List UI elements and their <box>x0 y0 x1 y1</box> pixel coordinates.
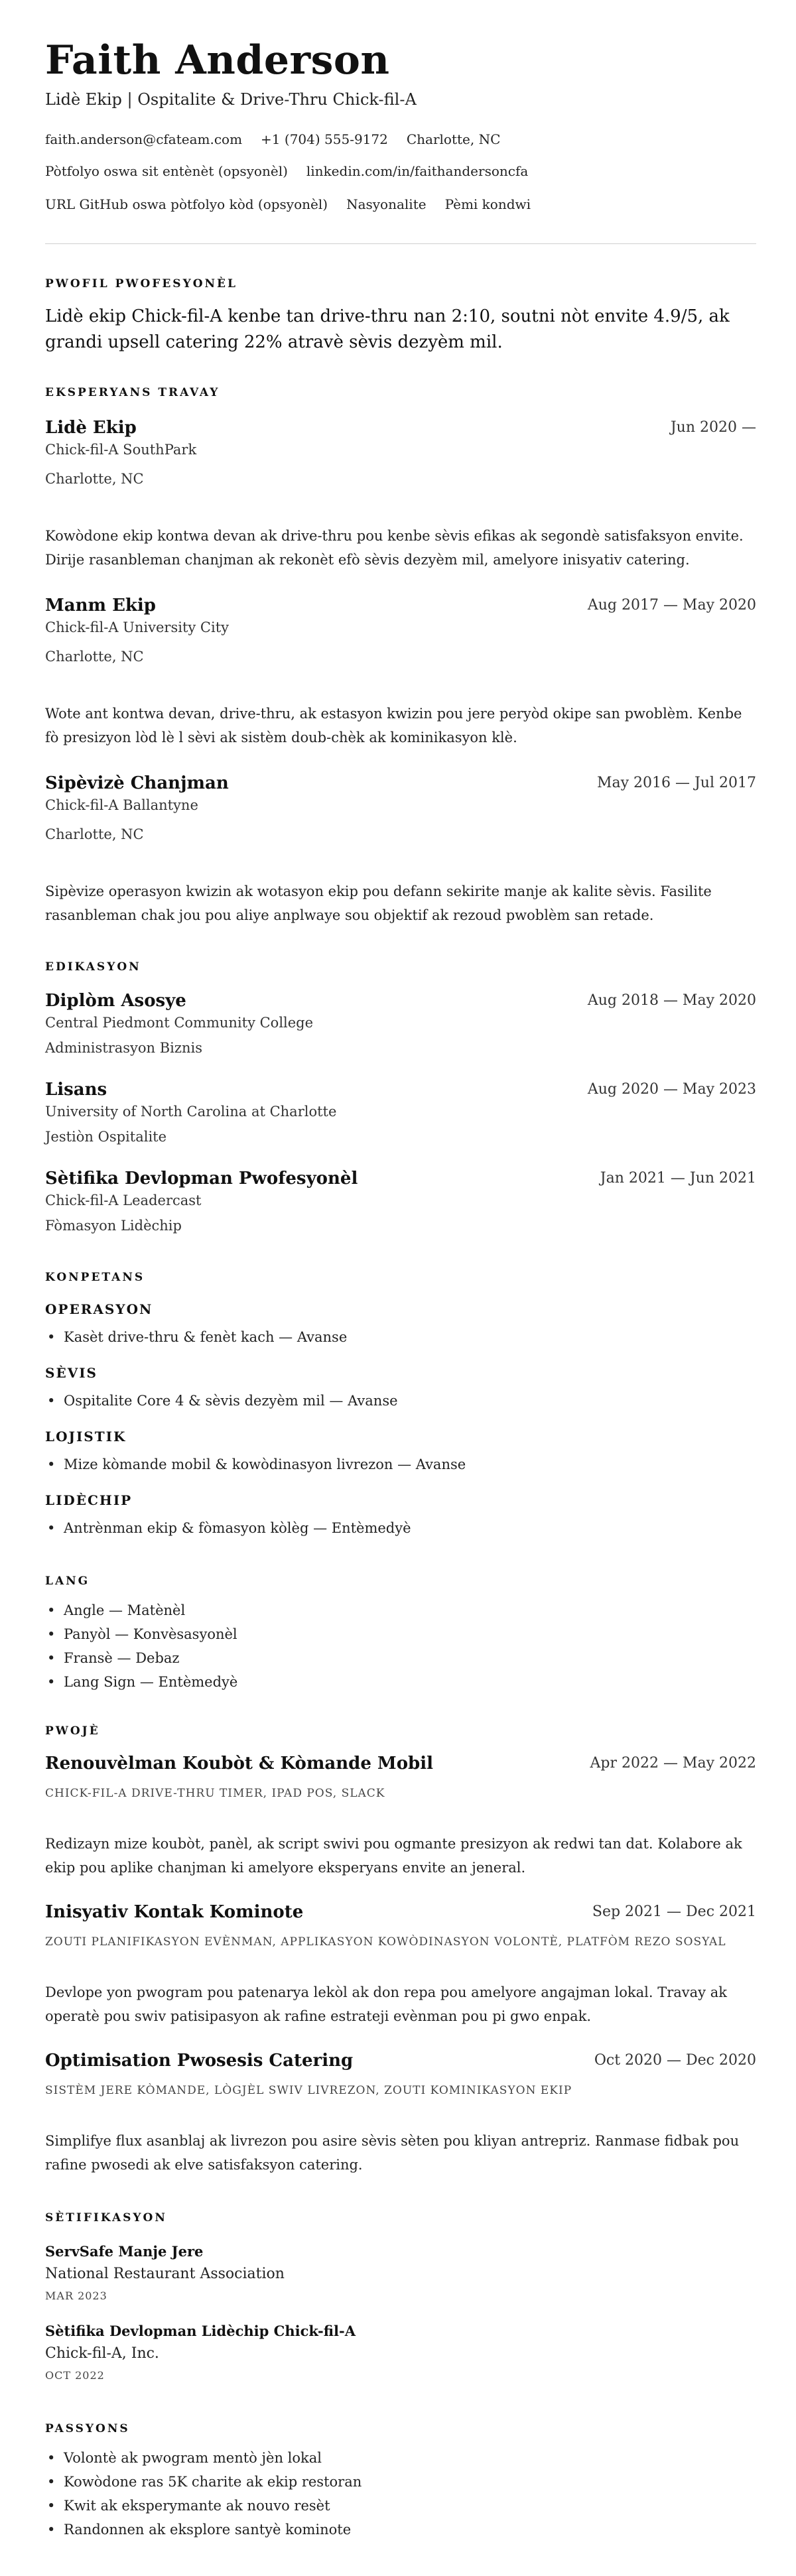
certifications-section-title: SÈTIFIKASYON <box>45 2211 167 2224</box>
degree-dates: Aug 2018 — May 2020 <box>587 992 756 1009</box>
job-description: Wote ant kontwa devan, drive-thru, ak estasyon kwizin pou jere peryòd okipe san pwoblèm. Kenbe fò presizyon lòd lè l sèvi ak sistèm doub-chèk ak kominikasyon klè. <box>45 706 742 745</box>
passion-item: • Volontè ak pwogram mentò jèn lokal <box>45 2450 322 2466</box>
job-company: Chick-fil-A University City <box>45 619 230 635</box>
project-title: Inisyativ Kontak Kominote <box>45 1902 304 1922</box>
job-title: Manm Ekip <box>45 596 156 615</box>
skill-item: • Kasèt drive-thru & fenèt kach — Avanse <box>45 1329 347 1345</box>
skill-item: • Antrènman ekip & fòmasyon kòlèg — Entèmedyè <box>45 1520 411 1536</box>
language-item: • Panyòl — Konvèsasyonèl <box>45 1626 237 1642</box>
school-name: Central Piedmont Community College <box>45 1015 314 1031</box>
job-dates: Aug 2017 — May 2020 <box>587 597 756 613</box>
degree-title: Sètifika Devlopman Pwofesyonèl <box>45 1169 358 1189</box>
language-item: • Fransè — Debaz <box>45 1650 180 1666</box>
job-location: Charlotte, NC <box>45 471 144 487</box>
job-title: Lidè Ekip <box>45 418 137 438</box>
degree-title: Diplòm Asosye <box>45 991 186 1011</box>
resume-body <box>45 0 756 2576</box>
job-dates: May 2016 — Jul 2017 <box>596 775 756 791</box>
permit-text: Pèmi kondwi <box>444 196 531 212</box>
education-section-title: EDIKASYON <box>45 960 141 974</box>
project-description: Redizayn mize koubòt, panèl, ak script swivi pou ogmante presizyon ak redwi tan dat. Kolabore ak ekip pou aplike chanjman ki amelyore eksperyans envite an jeneral. <box>45 1836 742 1876</box>
job-dates: Jun 2020 — <box>670 419 756 436</box>
skill-group-title: SÈVIS <box>45 1365 98 1381</box>
certification-issuer: National Restaurant Association <box>45 2266 285 2282</box>
job-description: Kowòdone ekip kontwa devan ak drive-thru pou kenbe sèvis efikas ak segondè satisfaksyon envite. Dirije rasanbleman chanjman ak rekonèt efò sèvis dezyèm mil, amelyore inisyativ catering. <box>45 528 744 568</box>
portfolio-link[interactable]: Pòtfolyo oswa sit entènèt (opsyonèl) <box>45 163 288 179</box>
job-location: Charlotte, NC <box>45 649 144 665</box>
email-link[interactable]: faith.anderson@cfateam.com <box>45 131 243 147</box>
headline: Lidè Ekip | Ospitalite & Drive-Thru Chick-fil-A <box>45 90 417 109</box>
github-link[interactable]: URL GitHub oswa pòtfolyo kòd (opsyonèl) <box>45 196 328 212</box>
degree-title: Lisans <box>45 1080 107 1100</box>
job-title: Sipèvizè Chanjman <box>45 773 229 793</box>
certification-date: MAR 2023 <box>45 2289 107 2302</box>
linkedin-link[interactable]: linkedin.com/in/faithandersoncfa <box>306 163 529 179</box>
field-of-study: Jestiòn Ospitalite <box>45 1129 167 1145</box>
certification-issuer: Chick-fil-A, Inc. <box>45 2345 159 2362</box>
project-title: Renouvèlman Koubòt & Kòmande Mobil <box>45 1754 433 1773</box>
passion-item: • Kwit ak eksperymante ak nouvo resèt <box>45 2498 330 2514</box>
degree-dates: Jan 2021 — Jun 2021 <box>600 1170 756 1187</box>
job-location: Charlotte, NC <box>45 826 144 842</box>
project-tags: ZOUTI PLANIFIKASYON EVÈNMAN, APPLIKASYON KOWÒDINASYON VOLONTÈ, PLATFÒM REZO SOSYAL <box>45 1935 726 1949</box>
skill-group-title: LOJISTIK <box>45 1429 127 1445</box>
project-tags: CHICK-FIL-A DRIVE-THRU TIMER, IPAD POS, SLACK <box>45 1787 385 1800</box>
project-dates: Sep 2021 — Dec 2021 <box>592 1903 756 1920</box>
job-company: Chick-fil-A SouthPark <box>45 442 197 458</box>
project-dates: Oct 2020 — Dec 2020 <box>594 2052 756 2069</box>
skills-section-title: KONPETANS <box>45 1271 145 1284</box>
languages-section-title: LANG <box>45 1575 90 1588</box>
project-tags: SISTÈM JERE KÒMANDE, LÒGJÈL SWIV LIVREZON, ZOUTI KOMINIKASYON EKIP <box>45 2084 572 2097</box>
location-text: Charlotte, NC <box>406 131 501 147</box>
project-dates: Apr 2022 — May 2022 <box>590 1755 756 1771</box>
skill-item: • Ospitalite Core 4 & sèvis dezyèm mil — Avanse <box>45 1393 398 1409</box>
project-description: Simplifye flux asanblaj ak livrezon pou asire sèvis sèten pou kliyan antrepriz. Ranmase fidbak pou rafine pwosedi ak elve satisfaksyon catering. <box>45 2133 740 2173</box>
school-name: University of North Carolina at Charlotte <box>45 1104 337 1120</box>
certification-name: Sètifika Devlopman Lidèchip Chick-fil-A <box>45 2323 356 2339</box>
nationality-text: Nasyonalite <box>346 196 427 212</box>
school-name: Chick-fil-A Leadercast <box>45 1192 202 1208</box>
experience-section-title: EKSPERYANS TRAVAY <box>45 386 220 399</box>
projects-section-title: PWOJÈ <box>45 1724 100 1738</box>
passion-item: • Randonnen ak eksplore santyè kominote <box>45 2522 351 2538</box>
profile-summary: Lidè ekip Chick-fil-A kenbe tan drive-thru nan 2:10, soutni nòt envite 4.9/5, ak grandi upsell catering 22% atravè sèvis dezyèm mil. <box>45 306 730 352</box>
skill-group-title: LIDÈCHIP <box>45 1492 133 1508</box>
field-of-study: Fòmasyon Lidèchip <box>45 1218 182 1234</box>
certification-name: ServSafe Manje Jere <box>45 2243 204 2260</box>
degree-dates: Aug 2020 — May 2023 <box>587 1081 756 1098</box>
profile-section-title: PWOFIL PWOFESYONÈL <box>45 277 237 290</box>
language-item: • Angle — Matènèl <box>45 1602 185 1618</box>
passions-section-title: PASSYONS <box>45 2422 130 2435</box>
phone-link[interactable]: +1 (704) 555-9172 <box>261 131 388 147</box>
skill-group-title: OPERASYON <box>45 1301 153 1317</box>
project-title: Optimisation Pwosesis Catering <box>45 2051 354 2071</box>
skill-item: • Mize kòmande mobil & kowòdinasyon livrezon — Avanse <box>45 1456 466 1472</box>
passion-item: • Kowòdone ras 5K charite ak ekip restoran <box>45 2474 362 2490</box>
project-description: Devlope yon pwogram pou patenarya lekòl ak don repa pou amelyore angajman lokal. Travay ak operatè pou swiv patisipasyon ak rafine estrateji evènman pou pi gwo enpak. <box>45 1984 727 2024</box>
job-company: Chick-fil-A Ballantyne <box>45 797 198 813</box>
field-of-study: Administrasyon Biznis <box>45 1040 202 1056</box>
job-description: Sipèvize operasyon kwizin ak wotasyon ekip pou defann sekirite manje ak kalite sèvis. Fasilite rasanbleman chak jou pou aliye anplwaye sou objektif ak rezoud pwoblèm san retade. <box>45 883 712 923</box>
candidate-name: Faith Anderson <box>45 37 390 84</box>
certification-date: OCT 2022 <box>45 2369 105 2382</box>
language-item: • Lang Sign — Entèmedyè <box>45 1674 237 1690</box>
